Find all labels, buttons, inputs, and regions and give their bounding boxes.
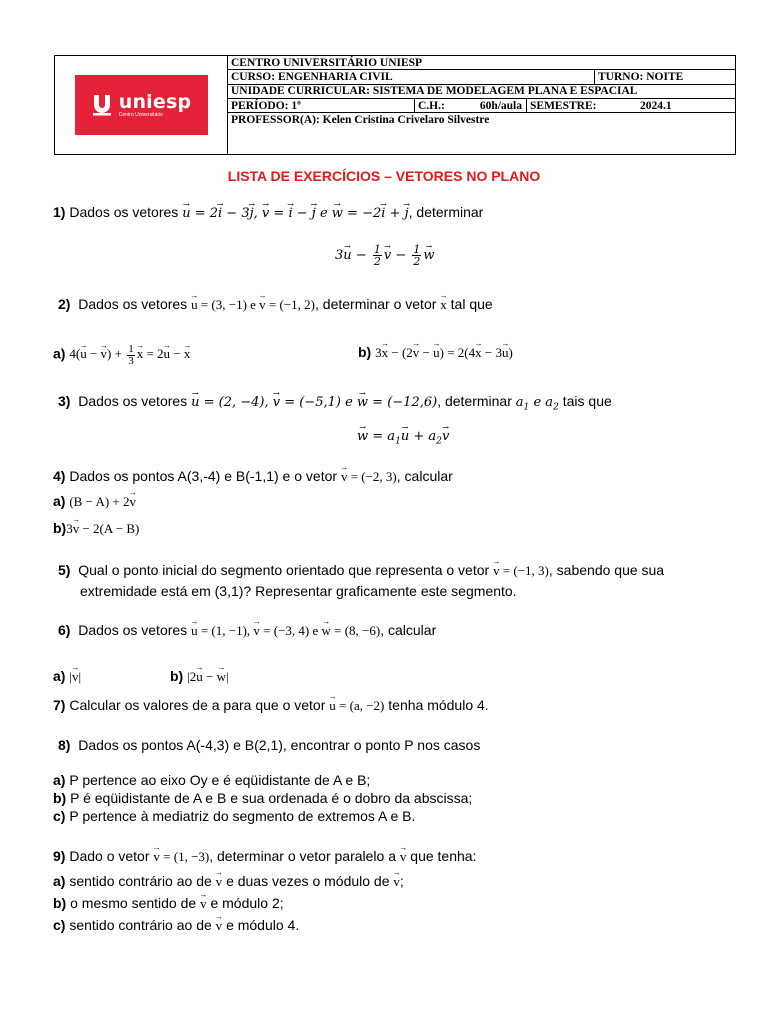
- item-label: c): [53, 808, 66, 824]
- formula: |2→ u − → w|: [187, 669, 228, 684]
- formula: → v: [216, 874, 223, 890]
- question-text: Dados os vetores: [78, 393, 188, 409]
- formula: 3→ x − (2→ v − → u) = 2(4→ x − 3→ u): [375, 345, 513, 360]
- question-text: , calcular: [396, 468, 453, 484]
- question-5: [58, 562, 664, 579]
- formula: → v = (−2, 3): [341, 469, 397, 484]
- question-2: [58, 296, 493, 313]
- question-text: tais que: [562, 393, 612, 409]
- question-8b: [53, 790, 472, 806]
- item-text: P pertence ao eixo Oy e é eqüidistante de A e B;: [69, 772, 371, 788]
- question-number: 1): [53, 204, 66, 220]
- formula: → u = (a, −2): [329, 698, 384, 713]
- question-number: 4): [53, 468, 66, 484]
- formula: → v: [393, 874, 400, 890]
- formula: 3→ v − 2(A − B): [66, 521, 139, 536]
- semester-label: SEMESTRE:: [526, 99, 600, 112]
- formula: → v = (1, −3): [153, 849, 209, 864]
- formula: → x: [440, 297, 447, 313]
- question-8: [58, 737, 480, 753]
- question-8a: [53, 772, 370, 788]
- question-text: tenha módulo 4.: [388, 697, 489, 713]
- question-text: , calcular: [380, 622, 437, 638]
- logo-subtitle: Centro Universitário: [118, 111, 163, 118]
- question-9a: [53, 873, 404, 890]
- institution: CENTRO UNIVERSITÁRIO UNIESP: [231, 56, 423, 69]
- question-2a: [53, 344, 190, 367]
- question-text: Dados os vetores: [78, 622, 188, 638]
- period: PERÍODO: 1º: [231, 99, 301, 112]
- formula: → v = (−1, 3): [493, 563, 549, 578]
- item-text: e duas vezes o módulo de: [226, 873, 390, 889]
- question-1: [53, 204, 483, 221]
- question-text: Dados os vetores: [69, 204, 179, 220]
- question-number: 8): [58, 737, 71, 753]
- question-text: , determinar o vetor paralelo a: [209, 848, 396, 864]
- formula: → v: [400, 849, 407, 865]
- formula: 4(→ u − → v) + $\frac{1}{3}$ → x = 2→ u − → x: [69, 346, 190, 361]
- question-number: 5): [58, 562, 71, 578]
- uniesp-logo: [75, 75, 208, 135]
- item-text: sentido contrário ao de: [69, 917, 212, 933]
- question-text: Calcular os valores de a para que o vetor: [69, 697, 326, 713]
- item-label: b): [53, 520, 67, 536]
- formula: → v: [200, 896, 207, 912]
- item-label: a): [53, 772, 66, 788]
- item-text: P é eqüidistante de A e B e sua ordenada é o dobro da abscissa;: [70, 790, 473, 806]
- question-4b: [53, 520, 139, 537]
- logo-brand: uniesp: [118, 90, 192, 113]
- formula: → u = (2, −4), → v = (−5,1) e → w = (−12,6): [191, 395, 437, 410]
- formula: → v: [216, 918, 223, 934]
- question-4a: [53, 493, 136, 510]
- semester-value: 2024.1: [640, 99, 672, 112]
- formula: → u = (3, −1) e → v = (−1, 2): [191, 297, 315, 312]
- item-text: sentido contrário ao de: [69, 873, 212, 889]
- item-text: e módulo 2;: [210, 895, 284, 911]
- question-8c: [53, 808, 415, 824]
- header-info: [228, 56, 735, 154]
- item-label: a): [53, 493, 66, 509]
- item-label: b): [170, 668, 184, 684]
- item-label: a): [53, 873, 66, 889]
- question-number: 6): [58, 622, 71, 638]
- item-label: b): [358, 344, 372, 360]
- question-9b: [53, 895, 284, 912]
- question-text: Qual o ponto inicial do segmento orientado que representa o vetor: [78, 562, 490, 578]
- item-text: ;: [399, 873, 404, 889]
- question-number: 7): [53, 697, 66, 713]
- ch-value: 60h/aula: [479, 99, 522, 112]
- header-table: [54, 55, 736, 155]
- shift: TURNO: NOITE: [594, 70, 735, 83]
- question-2b: [358, 344, 513, 361]
- course: CURSO: ENGENHARIA CIVIL: [231, 70, 393, 83]
- formula: $a_1$ e $a_2$: [515, 395, 559, 413]
- question-3: [58, 393, 612, 413]
- question-7: [53, 697, 489, 714]
- question-text: , determinar: [437, 393, 512, 409]
- formula-q1: 3→ u − $\frac{1}{2}$ → v − $\frac{1}{2}$ → w: [335, 244, 435, 267]
- question-number: 9): [53, 848, 66, 864]
- question-4: [53, 468, 453, 485]
- question-5-line2: extremidade está em (3,1)? Representar graficamente este segmento.: [80, 583, 517, 599]
- formula-q3: → $w = a_1\to u + a_2\to v$: [357, 429, 449, 447]
- question-6a: [53, 668, 81, 685]
- question-text: Dado o vetor: [69, 848, 150, 864]
- question-9c: [53, 917, 299, 934]
- formula: → u = (1, −1), → v = (−3, 4) e → w = (8, −6): [191, 623, 380, 638]
- uniesp-mark-icon: [91, 93, 113, 117]
- question-9: [53, 848, 476, 865]
- question-6b: [170, 668, 229, 685]
- formula: (B − A) + 2→ v: [69, 494, 136, 509]
- formula: → u = 2→ i − 3→ j, → v = → i − → j e → w = −2→ i + → j: [182, 206, 408, 221]
- question-text: tal que: [450, 296, 493, 312]
- item-label: b): [53, 895, 67, 911]
- question-text: , sabendo que sua: [548, 562, 665, 578]
- ch-label: C.H.:: [418, 99, 445, 112]
- question-text: , determinar o vetor: [315, 296, 437, 312]
- question-6: [58, 622, 436, 639]
- item-text: o mesmo sentido de: [70, 895, 197, 911]
- question-text: Dados os pontos A(3,-4) e B(-1,1) e o vetor: [69, 468, 338, 484]
- question-text: , determinar: [408, 204, 484, 220]
- question-text: Dados os pontos A(-4,3) e B(2,1), encontrar o ponto P nos casos: [78, 737, 481, 753]
- question-number: 3): [58, 393, 71, 409]
- question-text: que tenha:: [410, 848, 477, 864]
- item-text: P pertence à mediatriz do segmento de extremos A e B.: [69, 808, 416, 824]
- formula: |→ v|: [69, 669, 81, 684]
- logo-cell: [55, 56, 228, 154]
- item-label: a): [53, 345, 66, 362]
- question-text: Dados os vetores: [78, 296, 188, 312]
- question-number: 2): [58, 296, 71, 312]
- curricular-unit: UNIDADE CURRICULAR: SISTEMA DE MODELAGEM PLANA E ESPACIAL: [231, 85, 638, 98]
- item-text: e módulo 4.: [226, 917, 300, 933]
- page-title: LISTA DE EXERCÍCIOS – VETORES NO PLANO: [227, 168, 541, 184]
- item-label: c): [53, 917, 66, 933]
- item-label: b): [53, 790, 67, 806]
- professor: PROFESSOR(A): Kelen Cristina Crivelaro Silvestre: [231, 114, 490, 127]
- item-label: a): [53, 668, 66, 684]
